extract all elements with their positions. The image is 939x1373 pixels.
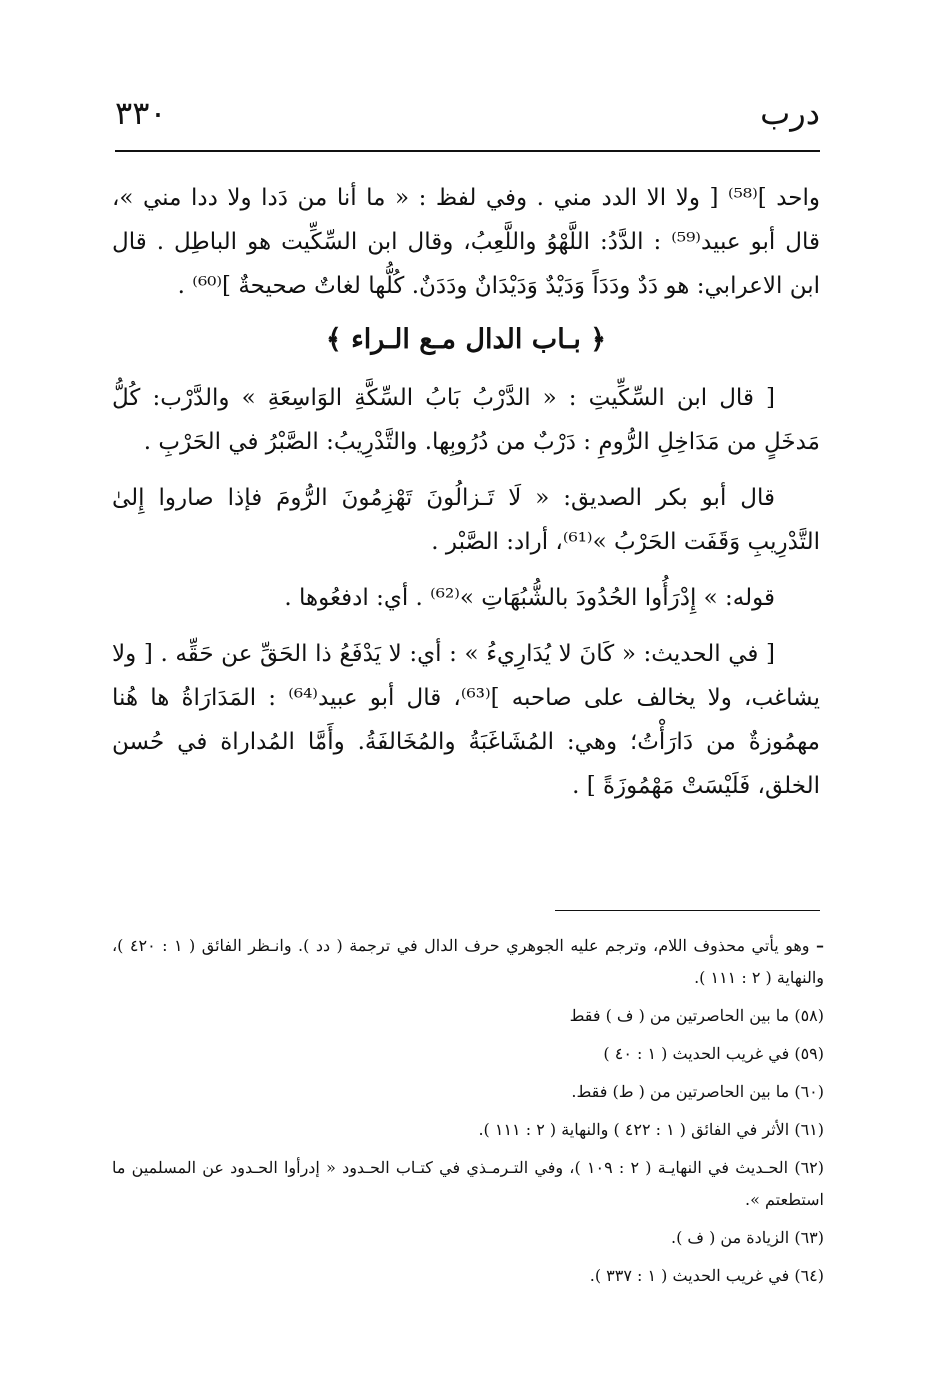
page-number: ٣٣٠ [115, 94, 167, 132]
footnote-60: (٦٠) ما بين الحاصرتين من ( ط) فقط. [571, 1082, 824, 1101]
footnote-63: (٦٣) الزيادة من ( ف ). [671, 1228, 824, 1247]
running-header [115, 92, 820, 142]
footnote-64: (٦٤) في غريب الحديث ( ١ : ٣٣٧ ). [589, 1266, 824, 1285]
footnote-dash: – [816, 936, 825, 955]
footnote-62: (٦٢) الحـديث في النهايـة ( ٢ : ١٠٩ )، وفي التـرمـذي في كتـاب الحـدود « إدرأوا الحـدود عن المسلمين ما استطعتم ». [112, 1158, 824, 1209]
footnote-58: (٥٨) ما بين الحاصرتين من ( ف ) فقط [569, 1006, 824, 1025]
footnote-continuation [112, 930, 824, 994]
paragraph-4: قوله: » إِدْرَأُوا الحُدُودَ بالشُّبُهَاتِ »⁽⁶²⁾ . أي: ادفعُوها . [284, 585, 775, 611]
footnotes [112, 930, 824, 1298]
footnote-rule [555, 910, 820, 911]
paragraph-1: واحد ]⁽⁵⁸⁾ [ ولا الا الدد مني . وفي لفظ : « ما أنا من دَدا ولا ددا مني »، قال أبو عبيد⁽⁵⁹⁾ : الدَّدُ: اللَّهْوُ واللَّعِبُ، وقال ابن السِّكِّيت هو الباطِل . قال ابن الاعرابي: هو دَدٌ ودَدَاً وَدَيْدٌ وَدَيْدَانٌ ودَدَنٌ. كُلُّها لغاتٌ صحيحةٌ ]⁽⁶⁰⁾ . [112, 185, 820, 299]
section-heading: ﴿ بـاب الدال مـع الـراء ﴾ [325, 324, 607, 355]
main-text [112, 176, 820, 808]
header-title: درب [760, 94, 820, 132]
footnote-59: (٥٩) في غريب الحديث ( ١ : ٤٠ ) [603, 1044, 824, 1063]
footnote-0-text: وهو يأتي محذوف اللام، وترجم عليه الجوهري حرف الدال في ترجمة ( دد ). وانـظر الفائق ( ١ : ٤٢٠ )، والنهاية ( ٢ : ١١١ ). [112, 936, 824, 987]
paragraph-3: قال أبو بكر الصديق: « لَا تَـزالُونَ تَهْزِمُونَ الرُّومَ فإذا صاروا إِلىٰ التَّدْرِيبِ وَقَفَت الحَرْبُ »⁽⁶¹⁾، أراد: الصَّبْر . [112, 485, 820, 555]
header-rule [115, 150, 820, 152]
footnote-61: (٦١) الأثر في الفائق ( ١ : ٤٢٢ ) والنهاية ( ٢ : ١١١ ). [478, 1120, 824, 1139]
paragraph-5: [ في الحديث: « كَانَ لا يُدَارِيءُ » : أي: لا يَدْفَعُ ذا الحَقِّ عن حَقِّه . [ ولا يشاغب، ولا يخالف على صاحبه ]⁽⁶³⁾، قال أبو عبيد⁽⁶⁴⁾ : المَدَارَاةُ ها هُنا مهمُوزةٌ من دَارَأْتُ؛ وهي: المُشَاغَبَةُ والمُخَالفَةُ. وأَمَّا المُداراة في حُسن الخلق، فَلَيْسَتْ مَهْمُوزَةً ] . [112, 641, 821, 799]
paragraph-2: [ قال ابن السِّكِّيتِ : « الدَّرْبُ بَابُ السِّكَّةِ الوَاسِعَةِ » والدَّرْب: كُلُّ مَدخَلٍ من مَدَاخِلِ الرُّومِ : دَرْبٌ من دُرُوبِها. والتَّدْرِيبُ: الصَّبْرُ في الحَرْبِ . [112, 385, 820, 455]
